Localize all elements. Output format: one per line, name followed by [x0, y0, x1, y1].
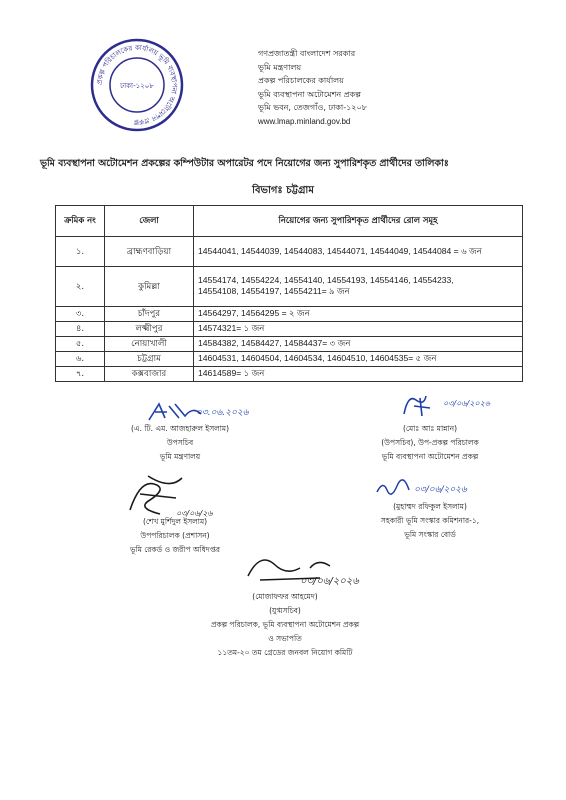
- table-row: [56, 307, 523, 322]
- signer-1-title: উপসচিব: [166, 438, 194, 447]
- signature-4-date: ০৩/০৬/২০২৬: [414, 485, 467, 495]
- signer-1-org: ভূমি মন্ত্রণালয়: [159, 452, 201, 461]
- signature-block-2: [330, 422, 530, 464]
- signature-5-date: ০৩/০৬/২০২৬: [300, 576, 359, 587]
- signature-2-scribble: [400, 390, 440, 424]
- signature-block-4: [345, 500, 515, 542]
- header-address: ভূমি ভবন, তেজগাঁও, ঢাকা-১২০৮: [258, 103, 367, 113]
- col-rolls-header: নিয়োগের জন্য সুপারিশকৃত প্রার্থীদের রোল সমূহ: [194, 206, 523, 237]
- row-district: ব্রাহ্মণবাড়িয়া: [105, 237, 194, 267]
- rolls-line-1: 14554174, 14554224, 14554140, 14554193, 14554146, 14554233,: [198, 274, 454, 285]
- signature-4-scribble: [375, 478, 413, 502]
- row-district: চাঁদপুর: [105, 307, 194, 322]
- signer-2-title: (উপসচিব), উপ-প্রকল্প পরিচালক: [381, 438, 479, 447]
- letterhead: [258, 47, 458, 129]
- signature-2-date: ০৩/০৬/২০২৬: [443, 399, 491, 408]
- signer-5-committee: ১১তম-২০ তম গ্রেডের জনবল নিয়োগ কমিটি: [217, 648, 353, 657]
- row-rolls: 14544041, 14544039, 14544083, 14544071, 14544049, 14544084 = ৬ জন: [194, 237, 523, 267]
- row-serial: ১.: [56, 237, 105, 267]
- row-serial: ৬.: [56, 352, 105, 367]
- signer-1-name: (এ. টি. এম. আজহারুল ইসলাম): [130, 424, 230, 433]
- rolls-line-2: 14554108, 14554197, 14554211= ৯ জন: [198, 285, 350, 296]
- header-govt: গণপ্রজাতন্ত্রী বাংলাদেশ সরকার: [258, 49, 356, 58]
- document-title: ভূমি ব্যবস্থাপনা অটোমেশন প্রকল্পের কম্পিউটার অপারেটর পদে নিয়োগের জন্য সুপারিশকৃত প্রার্থীদের তালিকাঃ: [40, 158, 449, 169]
- row-rolls: 14604531, 14604504, 14604534, 14604510, 14604535= ৫ জন: [194, 352, 523, 367]
- signature-block-1: [110, 422, 250, 464]
- row-rolls: 14564297, 14564295 = ২ জন: [194, 307, 523, 322]
- row-rolls: [194, 267, 523, 307]
- table-row: [56, 322, 523, 337]
- signature-block-5: [160, 590, 410, 660]
- row-serial: ২.: [56, 267, 105, 307]
- table-row: [56, 367, 523, 382]
- row-serial: ৩.: [56, 307, 105, 322]
- signer-3-name: (শেখ মুর্শিদুল ইসলাম): [142, 517, 208, 526]
- division-label: বিভাগঃ চট্টগ্রাম: [252, 185, 314, 196]
- signer-5-role: প্রকল্প পরিচালক, ভূমি ব্যবস্থাপনা অটোমেশন প্রকল্প: [210, 620, 360, 629]
- header-website: www.lmap.minland.gov.bd: [258, 116, 351, 126]
- row-rolls: 14614589= ১ জন: [194, 367, 523, 382]
- signer-3-org: ভূমি রেকর্ড ও জরীপ অধিদপ্তর: [129, 545, 221, 554]
- table-header-row: [56, 206, 523, 237]
- signature-1-date: ০৩.০৬.২০২৬: [196, 408, 249, 418]
- office-seal: [90, 38, 184, 132]
- signer-2-name: (মোঃ আঃ মান্নান): [402, 424, 458, 433]
- header-office: প্রকল্প পরিচালকের কার্যালয়: [258, 76, 344, 86]
- row-district: কুমিল্লা: [105, 267, 194, 307]
- header-ministry: ভূমি মন্ত্রণালয়: [258, 62, 302, 72]
- row-district: চট্টগ্রাম: [105, 352, 194, 367]
- table-row: [56, 337, 523, 352]
- row-rolls: 14574321= ১ জন: [194, 322, 523, 337]
- signature-3-date: ০৩/০৬/২৬: [176, 509, 213, 518]
- row-district: লক্ষ্মীপুর: [105, 322, 194, 337]
- header-project: ভূমি ব্যবস্থাপনা অটোমেশন প্রকল্প: [258, 89, 361, 99]
- signer-5-title: (যুগ্মসচিব): [269, 606, 301, 615]
- seal-center-text: ঢাকা-১২০৮: [120, 82, 154, 90]
- row-district: নোয়াখালী: [105, 337, 194, 352]
- signer-2-org: ভূমি ব্যবস্থাপনা অটোমেশন প্রকল্প: [381, 452, 479, 461]
- seal-ring-text: প্রকল্প পরিচালকের কার্যালয় ভূমি ব্যবস্থাপনা অটোমেশন প্রকল্প: [95, 43, 179, 127]
- signer-4-name: (মুহাম্মদ রফিকুল ইসলাম): [393, 502, 467, 511]
- row-serial: ৪.: [56, 322, 105, 337]
- col-district-header: জেলা: [105, 206, 194, 237]
- signer-5-chair: ও সভাপতি: [268, 634, 302, 643]
- row-serial: ৭.: [56, 367, 105, 382]
- table-row: [56, 352, 523, 367]
- row-rolls: 14584382, 14584427, 14584437= ৩ জন: [194, 337, 523, 352]
- table-row: [56, 267, 523, 307]
- table-row: [56, 237, 523, 267]
- col-serial-header: ক্রমিক নং: [56, 206, 105, 237]
- signer-4-org: ভূমি সংস্কার বোর্ড: [404, 530, 456, 539]
- signature-block-3: [100, 515, 250, 557]
- signer-3-title: উপপরিচালক (প্রশাসন): [140, 531, 210, 540]
- row-serial: ৫.: [56, 337, 105, 352]
- signer-5-name: (মোজাফফর আহমেদ): [252, 592, 318, 601]
- candidate-table: [55, 205, 523, 382]
- signer-4-title: সহকারী ভূমি সংস্কার কমিশনার-১,: [380, 516, 480, 525]
- row-district: কক্সবাজার: [105, 367, 194, 382]
